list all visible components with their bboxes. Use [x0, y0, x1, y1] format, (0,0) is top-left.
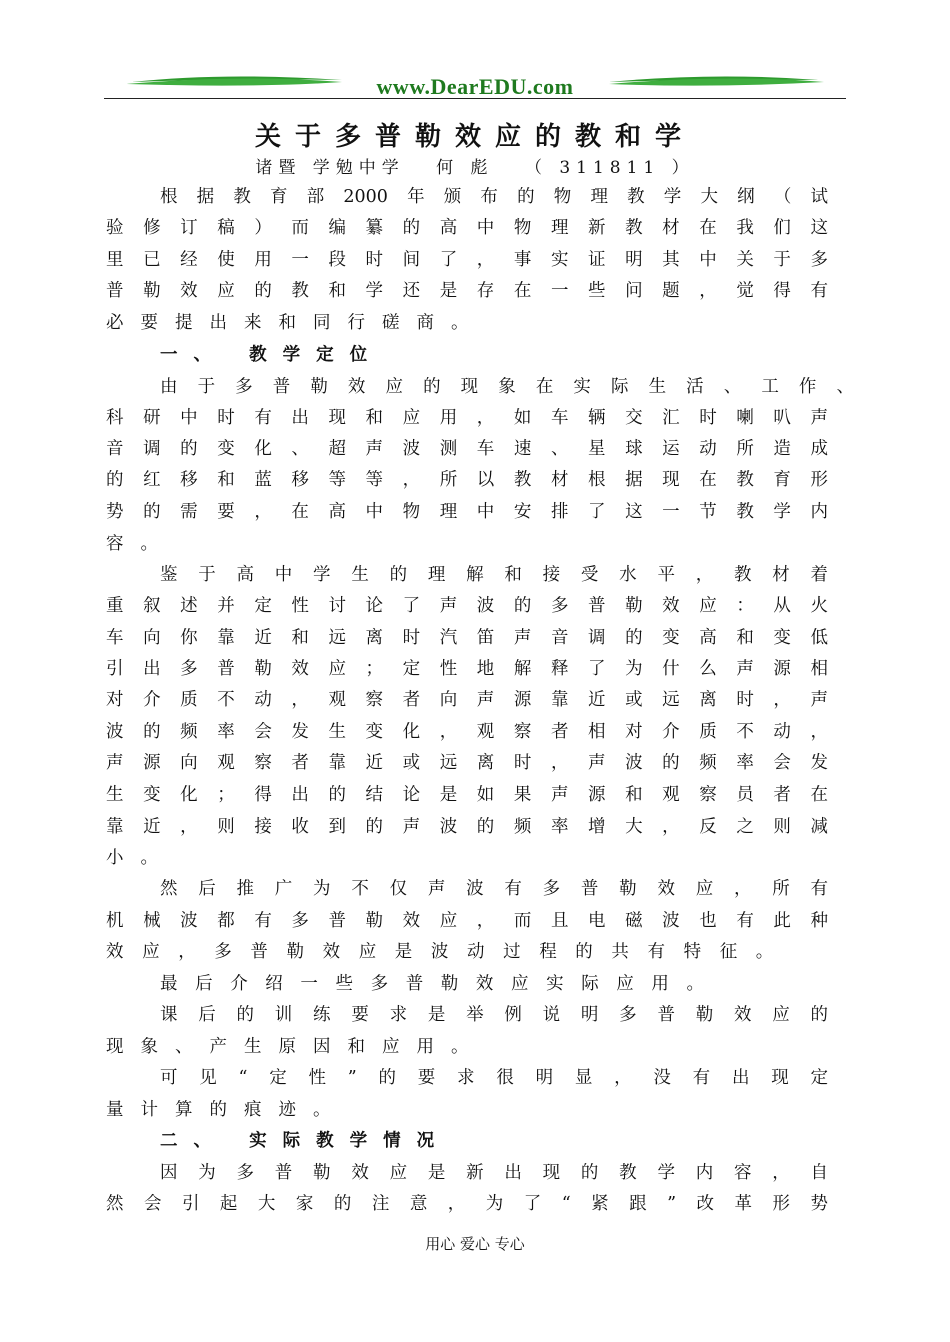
section-heading: 二、 实际教学情况 — [160, 1131, 451, 1151]
text-line: 车向你靠近和远离时汽笛声音调的变高和变低 — [106, 628, 828, 648]
text-line: 然会引起大家的注意，为了“紧跟”改革形势 — [106, 1194, 828, 1214]
author-school: 诸暨 学勉中学 — [255, 158, 405, 178]
text-line: 最后介绍一些多普勒效应实际应用。 — [160, 974, 722, 994]
text-line: 对介质不动，观察者向声源靠近或远离时，声 — [106, 690, 828, 710]
text-line: 课后的训练要求是举例说明多普勒效应的 — [160, 1005, 828, 1025]
text-line: 小。 — [106, 848, 175, 868]
text-line: 验修订稿）而编纂的高中物理新教材在我们这 — [106, 218, 828, 238]
text-line: 现象、产生原因和应用。 — [106, 1037, 486, 1057]
text-line: 的红移和蓝移等等，所以教材根据现在教育形 — [106, 470, 828, 490]
section-heading: 一、 教学定位 — [160, 345, 384, 365]
text-line: 里已经使用一段时间了，事实证明其中关于多 — [106, 250, 828, 270]
text-line: 靠近，则接收到的声波的频率增大，反之则减 — [106, 817, 828, 837]
text-line: 因为多普勒效应是新出现的教学内容，自 — [160, 1163, 828, 1183]
text-line: 波的频率会发生变化，观察者相对介质不动， — [106, 722, 828, 742]
author-line — [0, 153, 950, 178]
text-line: 普勒效应的教和学还是存在一些问题，觉得有 — [106, 281, 828, 301]
site-logo: www.DearEDU.com — [376, 74, 574, 99]
text-line: 重叙述并定性讨论了声波的多普勒效应：从火 — [106, 596, 828, 616]
text-line: 必要提出来和同行磋商。 — [106, 313, 486, 333]
article-title: 关于多普勒效应的教和学 — [254, 122, 695, 152]
text-line: 音调的变化、超声波测车速、星球运动所造成 — [106, 439, 828, 459]
header-rule — [104, 98, 846, 99]
text-line: 声源向观察者靠近或远离时，声波的频率会发 — [106, 753, 828, 773]
text-line: 效应，多普勒效应是波动过程的共有特征。 — [106, 942, 792, 962]
text-line: 可见“定性”的要求很明显，没有出现定 — [160, 1068, 828, 1088]
text-line: 势的需要，在高中物理中安排了这一节教学内 — [106, 502, 828, 522]
text-line: 生变化；得出的结论是如果声源和观察员者在 — [106, 785, 828, 805]
text-line: 量计算的痕迹。 — [106, 1100, 348, 1120]
text-line: 科研中时有出现和应用，如车辆交汇时喇叭声 — [106, 408, 828, 428]
page-footer: 用心 爱心 专心 — [425, 1235, 525, 1253]
text-line: 根据教育部2000年颁布的物理教学大纲（试 — [160, 187, 828, 207]
text-line: 容。 — [106, 534, 175, 554]
text-line: 然后推广为不仅声波有多普勒效应，所有 — [160, 879, 828, 899]
text-line: 机械波都有多普勒效应，而且电磁波也有此种 — [106, 911, 828, 931]
author-name: 何 彪 — [436, 158, 494, 178]
text-line: 鉴于高中学生的理解和接受水平，教材着 — [160, 565, 828, 585]
text-line: 引出多普勒效应；定性地解释了为什么声源相 — [106, 659, 828, 679]
text-line: 由于多普勒效应的现象在实际生活、工作、 — [160, 377, 854, 397]
author-zip: （ 311811 ） — [524, 158, 695, 178]
